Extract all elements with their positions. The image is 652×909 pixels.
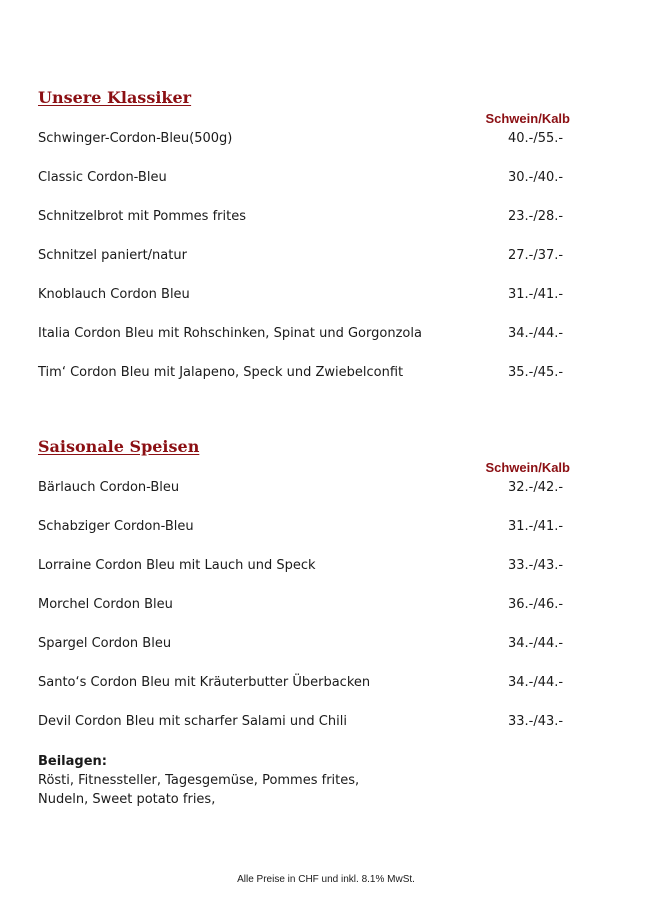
- menu-item-price: 27.-/37.-: [508, 248, 564, 263]
- side-dishes-title: Beilagen:: [38, 754, 107, 769]
- menu-item-price: 34.-/44.-: [508, 636, 564, 651]
- menu-item: [38, 287, 578, 307]
- column-header: Schwein/Kalb: [485, 460, 570, 475]
- menu-item-price: 34.-/44.-: [508, 326, 564, 341]
- menu-item: [38, 480, 578, 500]
- menu-item: [38, 636, 578, 656]
- menu-item-price: 40.-/55.-: [508, 131, 564, 146]
- menu-item-price: 30.-/40.-: [508, 170, 564, 185]
- section-klassiker: [38, 88, 578, 388]
- menu-item: [38, 675, 578, 695]
- menu-item-name: Lorraine Cordon Bleu mit Lauch und Speck: [38, 558, 316, 573]
- side-dishes-line: Nudeln, Sweet potato fries,: [38, 792, 216, 807]
- menu-item-price: 32.-/42.-: [508, 480, 564, 495]
- menu-item-name: Bärlauch Cordon-Bleu: [38, 480, 180, 495]
- menu-item-price: 23.-/28.-: [508, 209, 564, 224]
- menu-item: [38, 209, 578, 229]
- menu-item: [38, 248, 578, 268]
- menu-item-name: Italia Cordon Bleu mit Rohschinken, Spinat und Gorgonzola: [38, 326, 422, 341]
- menu-item-name: Tim‘ Cordon Bleu mit Jalapeno, Speck und Zwiebelconfit: [38, 365, 404, 380]
- menu-item-name: Schnitzelbrot mit Pommes frites: [38, 209, 246, 224]
- menu-item-price: 36.-/46.-: [508, 597, 564, 612]
- menu-item-price: 31.-/41.-: [508, 287, 564, 302]
- section-title: Unsere Klassiker: [38, 88, 192, 107]
- menu-item: [38, 326, 578, 346]
- menu-item-name: Schabziger Cordon-Bleu: [38, 519, 194, 534]
- menu-item-name: Devil Cordon Bleu mit scharfer Salami und Chili: [38, 714, 347, 729]
- menu-item: [38, 170, 578, 190]
- menu-item: [38, 558, 578, 578]
- menu-item-name: Classic Cordon-Bleu: [38, 170, 167, 185]
- menu-item-name: Knoblauch Cordon Bleu: [38, 287, 190, 302]
- menu-item-name: Santo‘s Cordon Bleu mit Kräuterbutter Überbacken: [38, 675, 371, 690]
- menu-item-name: Morchel Cordon Bleu: [38, 597, 173, 612]
- price-footnote: Alle Preise in CHF und inkl. 8.1% MwSt.: [237, 874, 415, 885]
- menu-item-name: Schnitzel paniert/natur: [38, 248, 187, 263]
- column-header: Schwein/Kalb: [485, 111, 570, 126]
- menu-item-name: Spargel Cordon Bleu: [38, 636, 172, 651]
- menu-item-name: Schwinger-Cordon-Bleu(500g): [38, 131, 233, 146]
- side-dishes-line: Rösti, Fitnessteller, Tagesgemüse, Pommes frites,: [38, 773, 360, 788]
- menu-item-price: 34.-/44.-: [508, 675, 564, 690]
- menu-item-price: 31.-/41.-: [508, 519, 564, 534]
- menu-item: [38, 519, 578, 539]
- menu-item-price: 35.-/45.-: [508, 365, 564, 380]
- side-dishes: [38, 752, 438, 809]
- menu-item: [38, 365, 578, 385]
- menu-item-price: 33.-/43.-: [508, 714, 564, 729]
- menu-item-price: 33.-/43.-: [508, 558, 564, 573]
- section-title: Saisonale Speisen: [38, 437, 200, 456]
- menu-item: [38, 131, 578, 151]
- section-saisonale: [38, 437, 578, 737]
- menu-item: [38, 714, 578, 734]
- menu-item: [38, 597, 578, 617]
